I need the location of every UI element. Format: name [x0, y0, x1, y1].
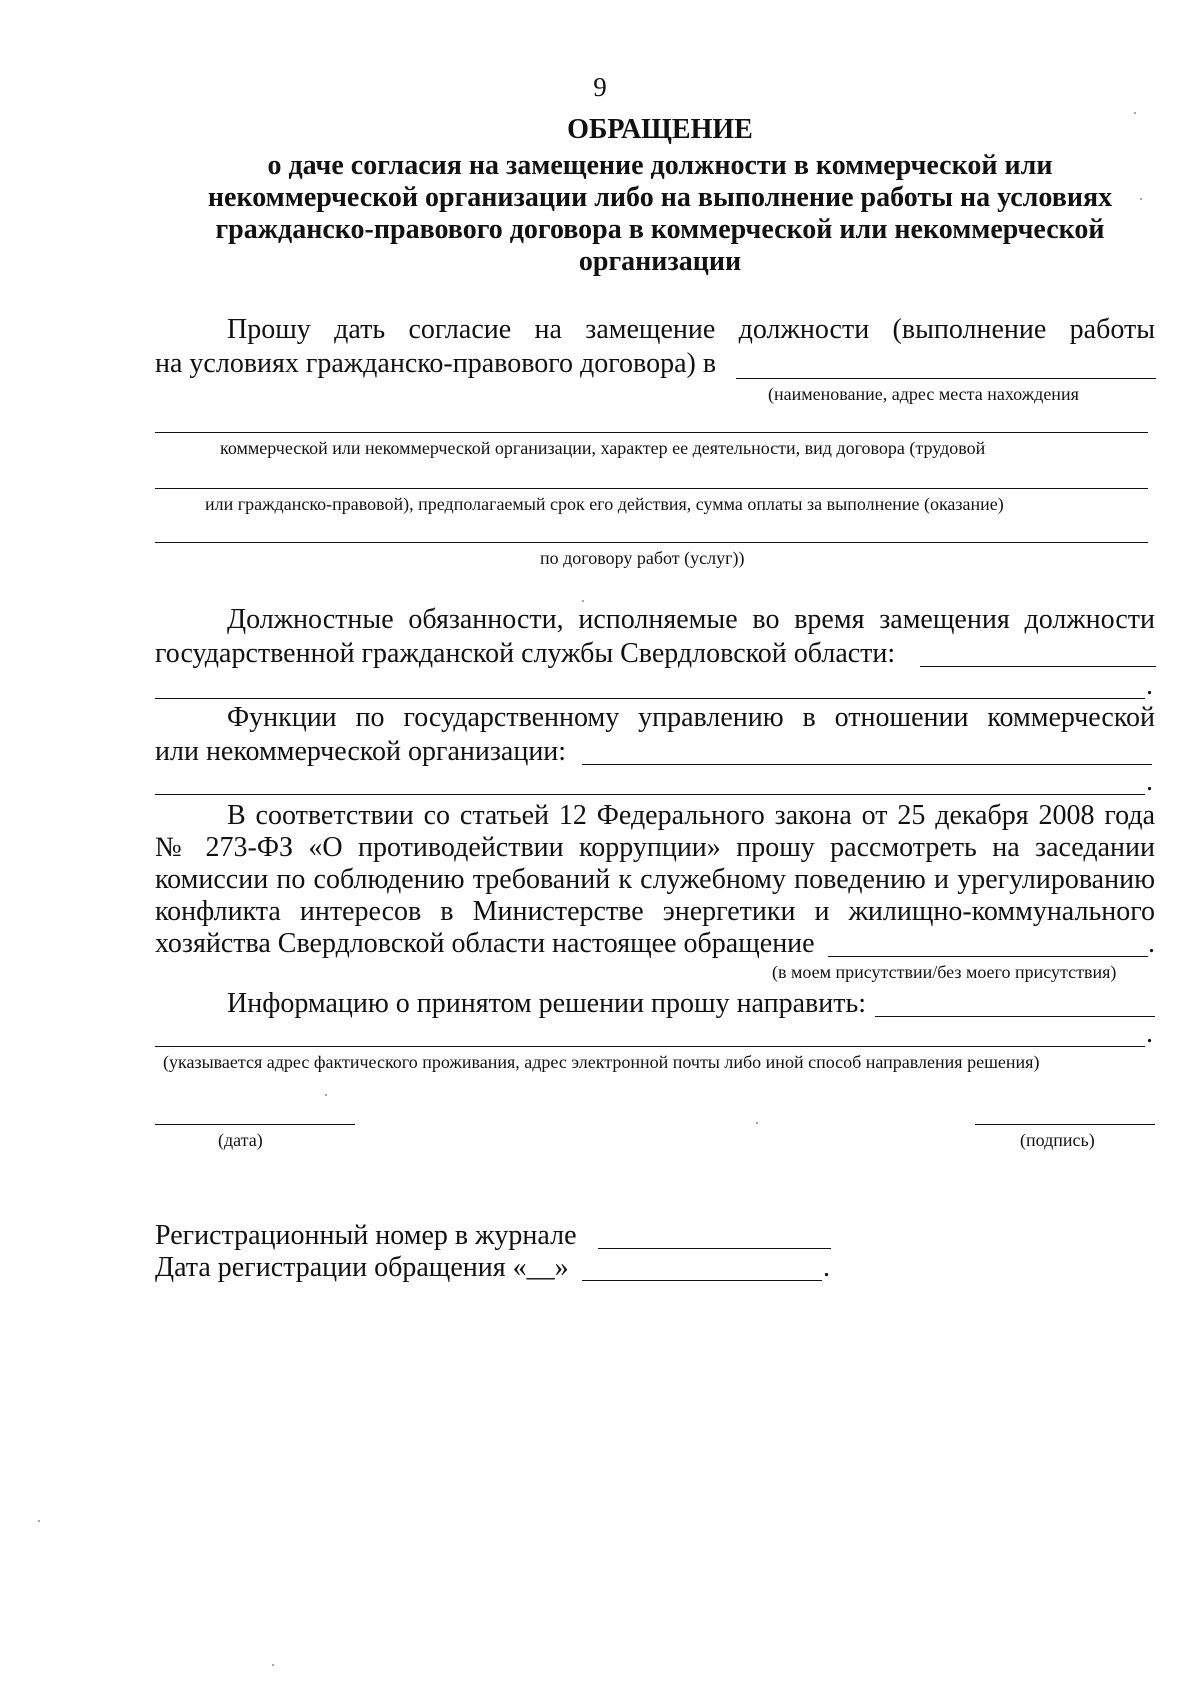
org-details-blank-3[interactable] [155, 542, 1148, 543]
p4-line2: № 273-ФЗ «О противодействии коррупции» прошу рассмотреть на заседании [155, 832, 1155, 863]
presence-blank[interactable] [828, 956, 1148, 957]
p4-line4: конфликта интересов в Министерстве энергетики и жилищно-коммунального [155, 896, 1155, 927]
functions-period: . [1146, 766, 1153, 797]
scan-speck [582, 600, 584, 602]
p1-line2: на условиях гражданско-правового договора) в [155, 348, 717, 379]
signature-caption: (подпись) [1020, 1130, 1095, 1150]
duties-blank-2[interactable] [155, 698, 1145, 699]
p3-line1: Функции по государственному управлению в отношении коммерческой [227, 702, 1155, 733]
scan-speck [38, 1520, 40, 1522]
org-details-blank-1[interactable] [155, 432, 1148, 433]
functions-blank-1[interactable] [582, 764, 1152, 765]
p1-caption-2: коммерческой или некоммерческой организации, характер ее деятельности, вид договора (трудовой [220, 438, 986, 458]
signature-blank[interactable] [975, 1124, 1155, 1125]
scan-speck [756, 1122, 758, 1124]
p1-caption-4: по договору работ (услуг)) [540, 548, 745, 568]
org-name-blank[interactable] [736, 378, 1156, 379]
duties-period: . [1146, 670, 1153, 701]
p4-line1: В соответствии со статьей 12 Федерального закона от 25 декабря 2008 года [227, 800, 1155, 831]
scan-speck [272, 1664, 274, 1666]
response-blank-1[interactable] [875, 1016, 1155, 1017]
p5-line1: Информацию о принятом решении прошу направить: [227, 988, 867, 1019]
p3-line2: или некоммерческой организации: [155, 736, 567, 767]
date-blank[interactable] [155, 1124, 355, 1125]
registration-number-blank[interactable] [598, 1248, 831, 1249]
p4-line5: хозяйства Свердловской области настоящее обращение [155, 928, 815, 959]
date-caption: (дата) [218, 1130, 263, 1150]
p1-caption-3: или гражданско-правовой), предполагаемый срок его действия, сумма оплаты за выполнение (оказание) [205, 494, 1004, 514]
p1-line1: Прошу дать согласие на замещение должности (выполнение работы [227, 314, 1155, 345]
response-period: . [1146, 1018, 1153, 1049]
p2-line1: Должностные обязанности, исполняемые во время замещения должности [227, 604, 1155, 635]
p1-caption-1: (наименование, адрес места нахождения [768, 384, 1079, 404]
registration-date-blank[interactable] [582, 1280, 822, 1281]
scan-speck [325, 1094, 327, 1096]
scan-speck [1140, 198, 1142, 200]
registration-period: . [823, 1252, 830, 1283]
p5-caption: (указывается адрес фактического проживания, адрес электронной почты либо иной способ направления решения) [163, 1052, 1040, 1072]
p2-line2: государственной гражданской службы Свердловской области: [155, 638, 896, 669]
page-number: 9 [593, 72, 607, 102]
functions-blank-2[interactable] [155, 794, 1145, 795]
presence-period: . [1148, 928, 1155, 959]
document-title: ОБРАЩЕНИЕ [567, 114, 753, 145]
registration-number-label: Регистрационный номер в журнале [155, 1220, 577, 1251]
duties-blank-1[interactable] [920, 666, 1156, 667]
p4-line3: комиссии по соблюдению требований к служебному поведению и урегулированию [155, 864, 1155, 895]
org-details-blank-2[interactable] [155, 488, 1148, 489]
scan-speck [1134, 112, 1136, 114]
p4-caption: (в моем присутствии/без моего присутствия) [772, 962, 1117, 982]
document-subtitle: о даче согласия на замещение должности в коммерческой или некоммерческой организации либо на выполнение работы на условиях гражданско-правового договора в коммерческой или некоммерческой организации [207, 150, 1113, 277]
response-blank-2[interactable] [155, 1046, 1145, 1047]
registration-date-label: Дата регистрации обращения «__» [155, 1252, 569, 1283]
